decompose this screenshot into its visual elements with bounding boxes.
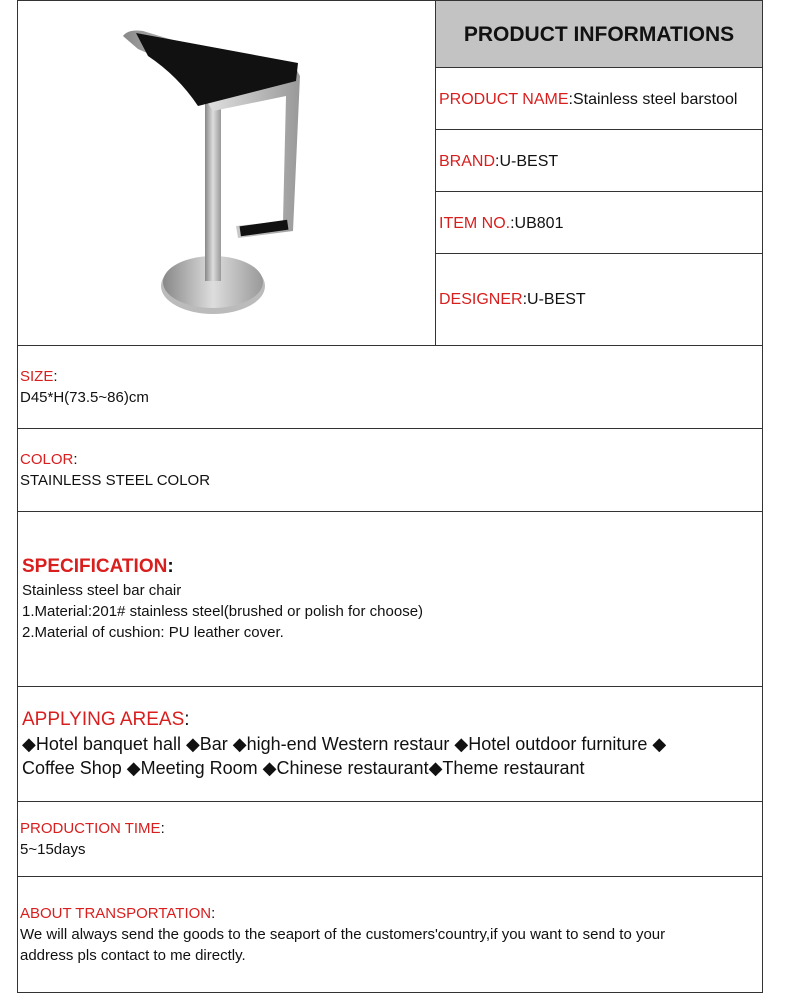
spec-line: Stainless steel bar chair — [22, 582, 182, 599]
brand-value: :U-BEST — [495, 153, 559, 170]
transportation-text: address pls contact to me directly. — [20, 947, 246, 964]
spec-line: 2.Material of cushion: PU leather cover. — [22, 624, 284, 641]
applying-areas-row — [17, 686, 763, 802]
color-row — [17, 428, 763, 512]
production-colon: : — [160, 820, 165, 837]
applying-areas-line: Coffee Shop ◆Meeting Room ◆Chinese restaurant◆Theme restaurant — [22, 758, 585, 778]
applying-areas-label: APPLYING AREAS — [22, 709, 185, 730]
color-label: COLOR — [20, 451, 74, 468]
production-time-label: PRODUCTION TIME — [20, 820, 161, 837]
specification-colon: : — [167, 556, 174, 577]
page-title: PRODUCT INFORMATIONS — [463, 23, 735, 46]
specification-label: SPECIFICATION — [22, 556, 168, 577]
item-row — [435, 191, 763, 254]
transportation-label: ABOUT TRANSPORTATION — [20, 905, 212, 922]
transportation-text: We will always send the goods to the seaport of the customers'country,if you want to send to your — [20, 926, 666, 943]
transportation-colon: : — [211, 905, 216, 922]
item-label: ITEM NO. — [439, 215, 511, 232]
size-colon: : — [53, 368, 58, 385]
specification-row — [17, 511, 763, 687]
color-value: STAINLESS STEEL COLOR — [20, 472, 211, 489]
designer-value: :U-BEST — [522, 291, 586, 308]
production-time-value: 5~15days — [20, 841, 86, 858]
applying-areas-line: ◆Hotel banquet hall ◆Bar ◆high-end Western restaur ◆Hotel outdoor furniture ◆ — [22, 734, 667, 754]
size-row — [17, 345, 763, 429]
barstool-image — [18, 1, 435, 345]
designer-row — [435, 253, 763, 346]
size-label: SIZE — [20, 368, 54, 385]
size-value: D45*H(73.5~86)cm — [20, 389, 149, 406]
transportation-row — [17, 876, 763, 993]
product-name-value: :Stainless steel barstool — [568, 91, 738, 108]
applying-areas-colon: : — [184, 709, 190, 730]
header-cell — [435, 0, 763, 68]
production-time-row — [17, 801, 763, 877]
designer-label: DESIGNER — [439, 291, 523, 308]
spec-line: 1.Material:201# stainless steel(brushed or polish for choose) — [22, 603, 424, 620]
item-value: :UB801 — [510, 215, 564, 232]
brand-label: BRAND — [439, 153, 496, 170]
product-name-row — [435, 67, 763, 130]
product-image-cell — [17, 0, 436, 346]
color-colon: : — [73, 451, 78, 468]
product-name-label: PRODUCT NAME — [439, 91, 569, 108]
brand-row — [435, 129, 763, 192]
